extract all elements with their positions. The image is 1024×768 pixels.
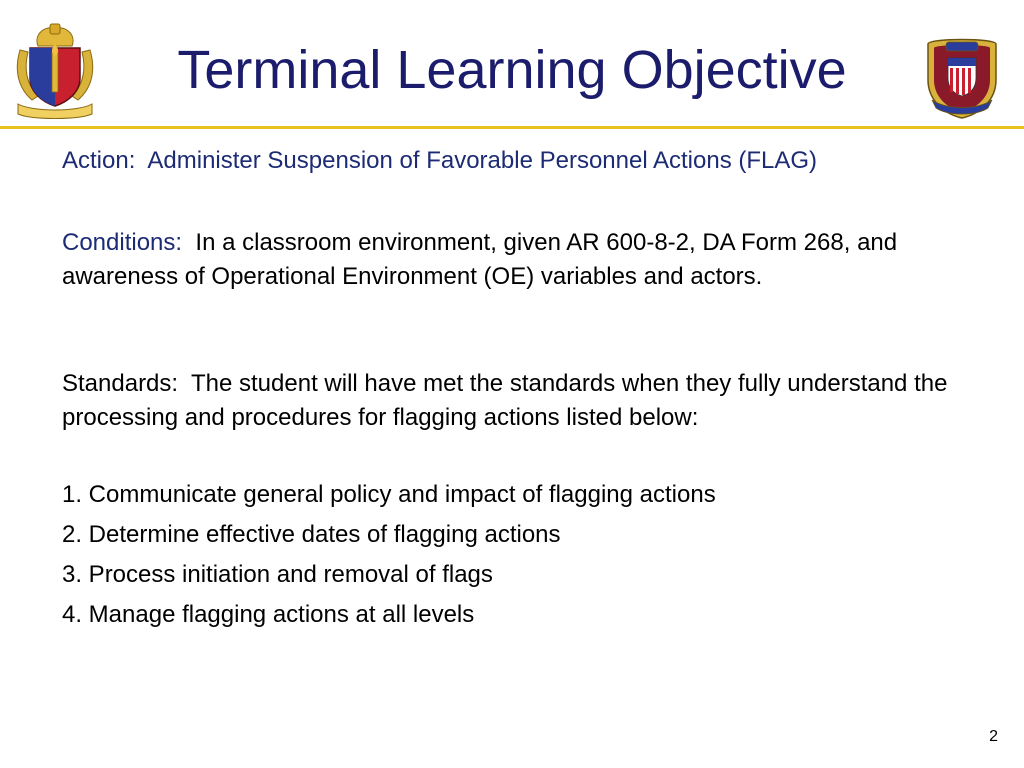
conditions-text: In a classroom environment, given AR 600-8-2, DA Form 268, and awareness of Operational Environment (OE) variables and actors. xyxy=(62,229,898,290)
title-divider xyxy=(0,126,1024,129)
defend-and-serve-crest-icon xyxy=(922,34,1002,120)
action-text: Administer Suspension of Favorable Personnel Actions (FLAG) xyxy=(147,147,818,174)
list-item: 2. Determine effective dates of flagging actions xyxy=(62,521,561,548)
conditions-label: Conditions: xyxy=(62,229,183,256)
action-label: Action: xyxy=(62,147,136,174)
list-item: 1. Communicate general policy and impact of flagging actions xyxy=(62,481,716,508)
list-item: 4. Manage flagging actions at all levels xyxy=(62,601,475,628)
page-number: 2 xyxy=(989,728,998,745)
slide-title: Terminal Learning Objective xyxy=(177,40,847,100)
standards-label: Standards: xyxy=(62,370,179,397)
action-line xyxy=(62,144,817,178)
standards-list xyxy=(62,478,716,638)
standards-paragraph xyxy=(62,367,952,435)
conditions-paragraph xyxy=(62,226,952,294)
standards-text: The student will have met the standards when they fully understand the processing and procedures for flagging actions listed below: xyxy=(62,370,948,431)
list-item: 3. Process initiation and removal of flags xyxy=(62,561,493,588)
